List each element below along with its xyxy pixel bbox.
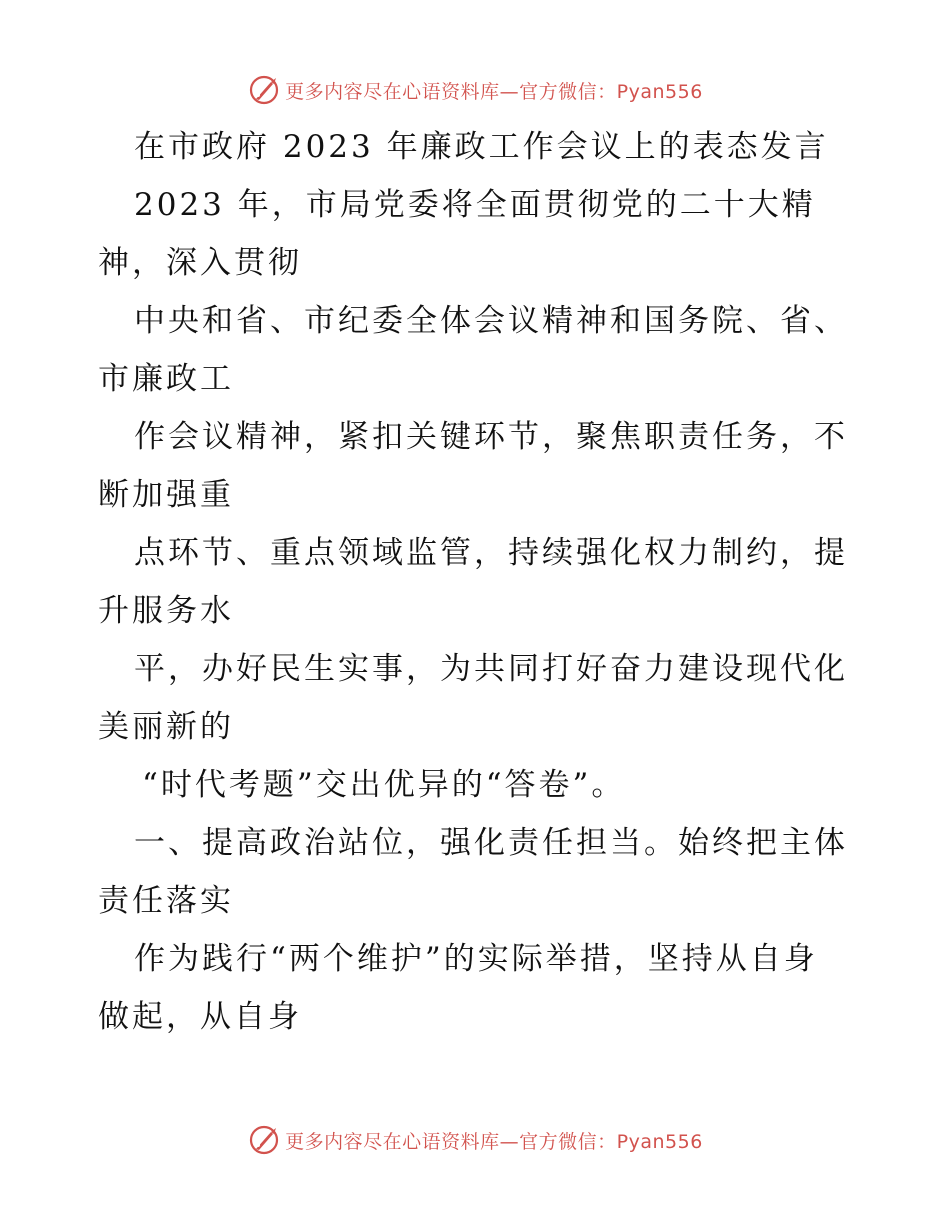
paragraph-line: 美丽新的 [98, 709, 234, 745]
watermark-footer [0, 1122, 950, 1158]
watermark-text: 更多内容尽在心语资料库—官方微信：Pyan556 [285, 1130, 703, 1153]
quill-circle-icon [247, 1123, 281, 1157]
watermark-text: 更多内容尽在心语资料库—官方微信：Pyan556 [285, 80, 703, 103]
paragraph-line: 神，深入贯彻 [98, 245, 302, 281]
paragraph-line: 断加强重 [98, 477, 234, 513]
paragraph-line: 做起，从自身 [98, 999, 302, 1035]
document-title: 在市政府 2023 年廉政工作会议上的表态发言 [134, 129, 829, 165]
watermark-header [0, 72, 950, 108]
paragraph-line: 平，办好民生实事，为共同打好奋力建设现代化 [134, 651, 848, 687]
document-body [98, 118, 858, 1046]
section-heading-line: 一、提高政治站位，强化责任担当。始终把主体 [134, 825, 848, 861]
quill-circle-icon [247, 73, 281, 107]
paragraph-line: “时代考题”交出优异的“答卷”。 [142, 767, 626, 803]
paragraph-line: 2023 年，市局党委将全面贯彻党的二十大精 [134, 187, 816, 223]
paragraph-line: 中央和省、市纪委全体会议精神和国务院、省、 [134, 303, 848, 339]
paragraph-line: 责任落实 [98, 883, 234, 919]
paragraph-line: 作为践行“两个维护”的实际举措，坚持从自身 [134, 941, 818, 977]
paragraph-line: 市廉政工 [98, 361, 234, 397]
paragraph-line: 作会议精神，紧扣关键环节，聚焦职责任务，不 [134, 419, 848, 455]
paragraph-line: 点环节、重点领域监管，持续强化权力制约，提 [134, 535, 848, 571]
paragraph-line: 升服务水 [98, 593, 234, 629]
